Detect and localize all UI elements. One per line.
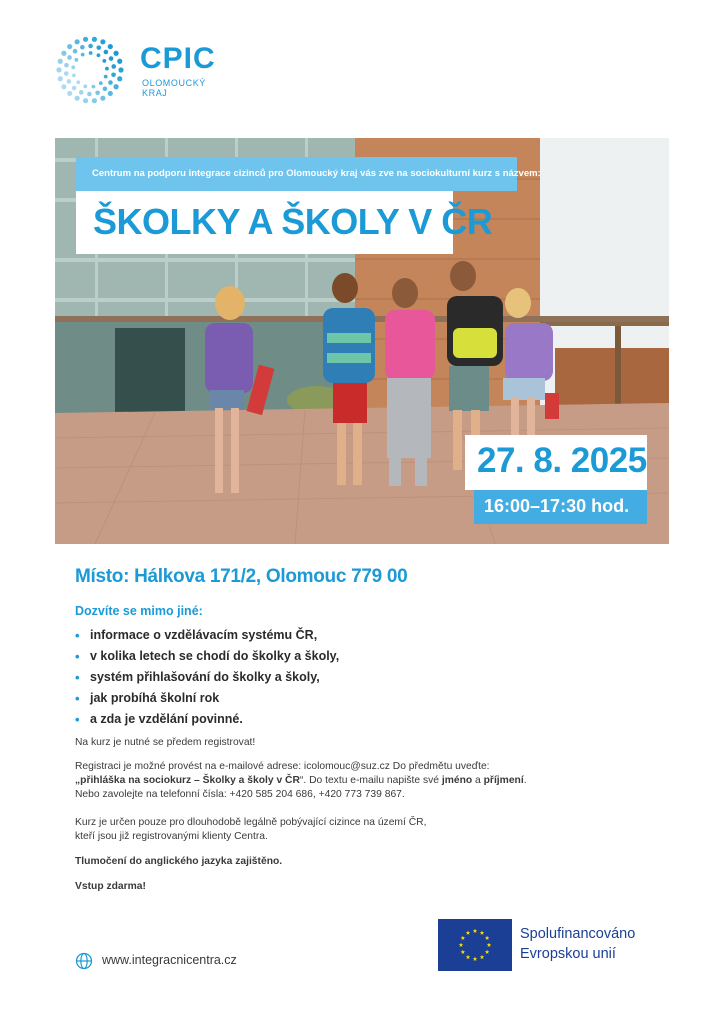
course-date: 27. 8. 2025	[477, 441, 647, 480]
cpic-logo-mark	[54, 34, 126, 106]
list-item: • systém přihlašování do školky a školy,	[75, 670, 320, 685]
list-item: • a zda je vzdělání povinné.	[75, 712, 243, 727]
eu-funding-text: Spolufinancováno Evropskou unií	[520, 926, 636, 962]
logo-subtitle-line2: KRAJ	[142, 88, 168, 98]
learn-heading: Dozvíte se mimo jiné:	[75, 604, 203, 618]
logo-subtitle-line1: OLOMOUCKÝ	[142, 78, 206, 88]
topics-list	[75, 628, 339, 733]
intro-band: Centrum na podporu integrace cizinců pro Olomoucký kraj vás zve na sociokulturní kurz s názvem:	[76, 157, 517, 191]
cpic-logo	[54, 34, 234, 110]
bullet-icon: •	[75, 628, 80, 643]
title-box	[76, 191, 493, 254]
list-item: • informace o vzdělávacím systému ČR,	[75, 628, 318, 643]
list-item: • jak probíhá školní rok	[75, 691, 220, 706]
website-url[interactable]: www.integracnicentra.cz	[102, 953, 237, 967]
bullet-icon: •	[75, 670, 80, 685]
time-box	[474, 490, 647, 524]
bullet-icon: •	[75, 712, 80, 727]
venue-address: Místo: Hálkova 171/2, Olomouc 779 00	[75, 566, 408, 587]
eu-flag-icon	[438, 919, 512, 971]
date-box	[465, 435, 647, 490]
list-item: • v kolika letech se chodí do školky a školy,	[75, 649, 340, 664]
eu-funding-logo	[438, 919, 668, 971]
hero-photo	[55, 138, 669, 544]
course-time: 16:00–17:30 hod.	[484, 496, 630, 516]
bullet-icon: •	[75, 691, 80, 706]
logo-subtitle	[142, 78, 206, 98]
registration-info: Registraci je možné provést na e-mailové adrese: icolomouc@suz.cz Do předmětu uveďte: „přihláška na sociokurz – Školky a školy v ČR“. Do textu e-mailu napište své jméno a příjmení. Nebo zavolejte na telefonní čísla: +420 585 204 686, +420 773 739 867.	[75, 761, 527, 800]
bullet-icon: •	[75, 649, 80, 664]
globe-icon	[75, 952, 93, 970]
free-entry: Vstup zdarma!	[75, 881, 146, 892]
translation-note: Tlumočení do anglického jazyka zajištěno.	[75, 856, 283, 867]
course-title: ŠKOLKY A ŠKOLY V ČR	[93, 201, 493, 242]
eligibility-note: Kurz je určen pouze pro dlouhodobě legálně pobývající cizince na území ČR, kteří jsou již registrovanými klienty Centra.	[75, 817, 427, 842]
registration-required: Na kurz je nutné se předem registrovat!	[75, 737, 256, 748]
logo-name: CPIC	[140, 42, 216, 75]
